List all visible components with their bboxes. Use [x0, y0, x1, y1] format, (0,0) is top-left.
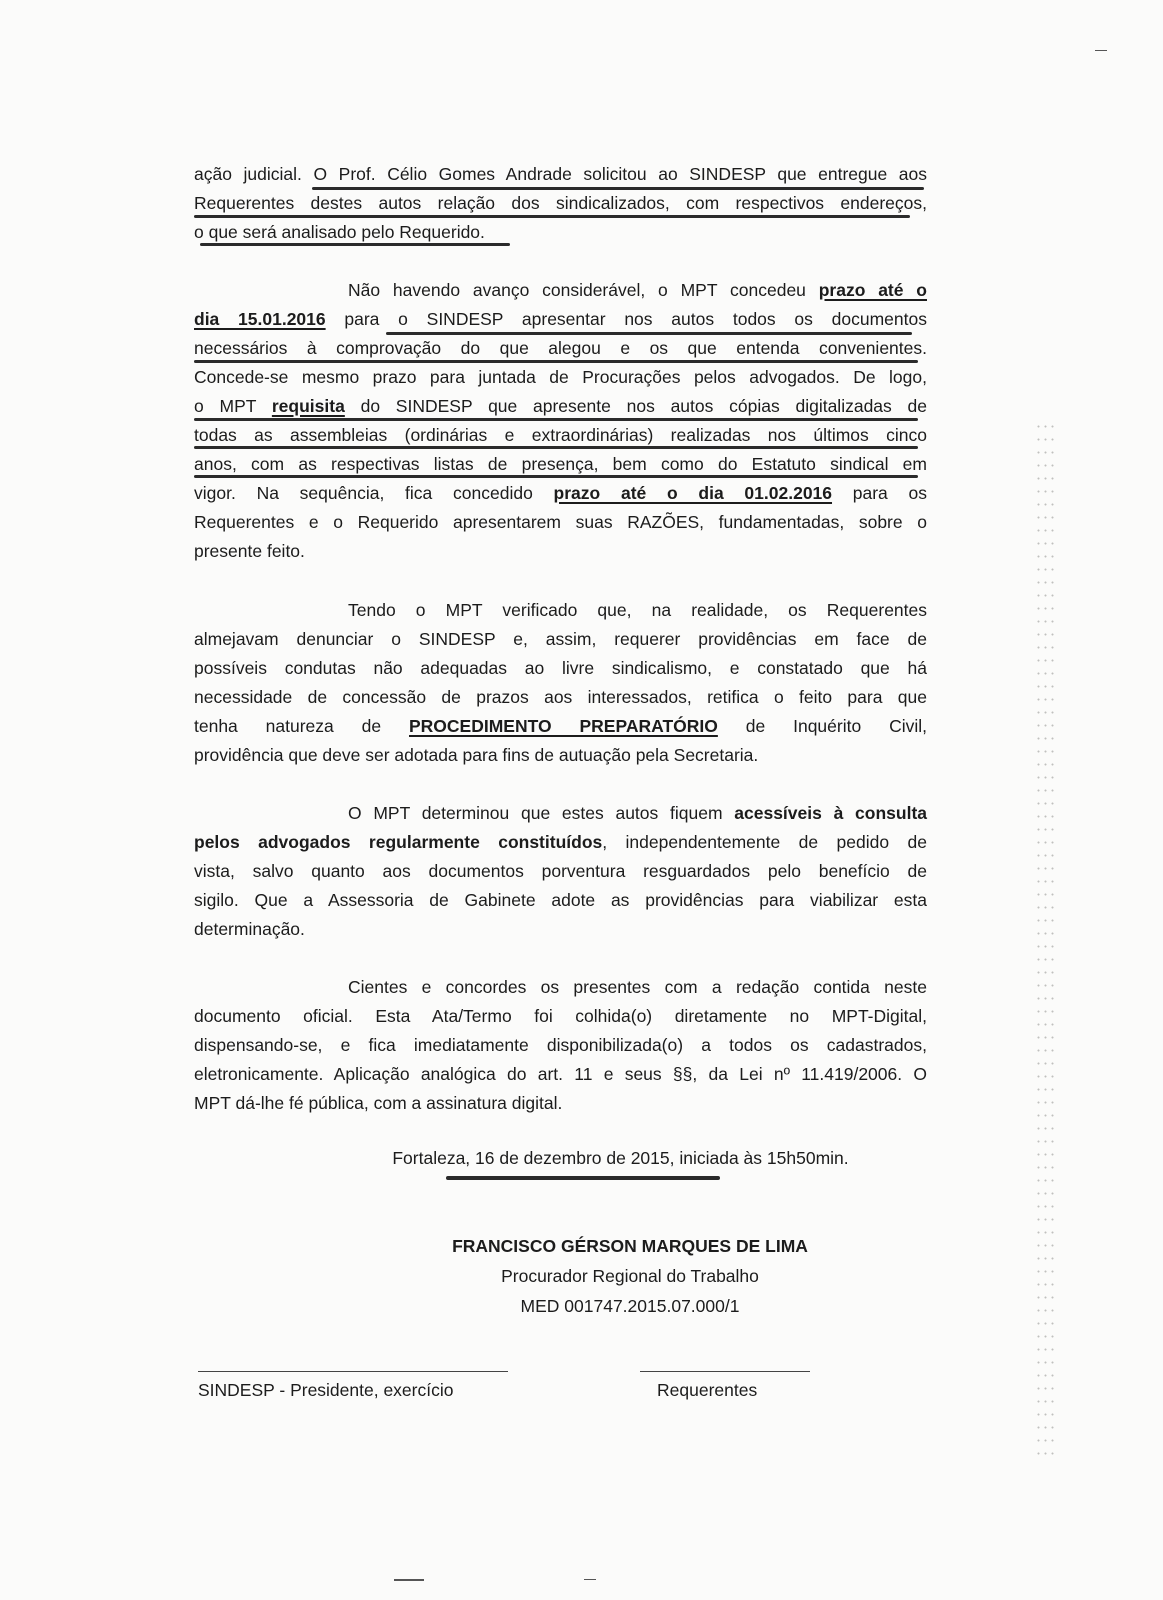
paragraph-closing [194, 973, 927, 1118]
pen-underline [194, 446, 918, 449]
scan-mark [1095, 50, 1107, 51]
text-line: dispensando-se, e fica imediatamente disponibilizada(o) a todos os cadastrados, [194, 1035, 927, 1055]
scan-mark [584, 1579, 596, 1580]
signatory-role: Procurador Regional do Trabalho [501, 1266, 759, 1286]
text-line: pelos advogados regularmente constituídos, independentemente de pedido de [194, 832, 927, 852]
text-line: Concede-se mesmo prazo para juntada de Procurações pelos advogados. De logo, [194, 367, 927, 387]
text-line: Cientes e concordes os presentes com a redação contida neste [348, 977, 927, 997]
text-line: anos, com as respectivas listas de presença, bem como do Estatuto sindical em [194, 454, 927, 474]
paragraph-continuation [194, 160, 927, 247]
paragraph-access [194, 799, 927, 944]
pen-underline [194, 475, 918, 478]
text-line: documento oficial. Esta Ata/Termo foi colhida(o) diretamente no MPT-Digital, [194, 1006, 927, 1026]
text-line: o que será analisado pelo Requerido. [194, 222, 485, 242]
signature-line-right [640, 1371, 810, 1372]
text-line: providência que deve ser adotada para fins de autuação pela Secretaria. [194, 745, 759, 765]
paragraph-retification [194, 596, 927, 770]
text-line: dia 15.01.2016 para o SINDESP apresentar nos autos todos os documentos [194, 309, 927, 329]
text-line: MPT dá-lhe fé pública, com a assinatura digital. [194, 1093, 563, 1113]
text-line: necessários à comprovação do que alegou e os que entenda convenientes. [194, 338, 927, 358]
scan-noise [1035, 420, 1055, 1460]
text-line: necessidade de concessão de prazos aos interessados, retifica o feito para que [194, 687, 927, 707]
text-line: possíveis condutas não adequadas ao livre sindicalismo, e constatado que há [194, 658, 927, 678]
place-date: Fortaleza, 16 de dezembro de 2015, iniciada às 15h50min. [392, 1148, 849, 1168]
text-line: todas as assembleias (ordinárias e extraordinárias) realizadas nos últimos cinco [194, 425, 927, 445]
text-line: determinação. [194, 919, 305, 939]
scan-mark [394, 1579, 424, 1581]
signatory-code: MED 001747.2015.07.000/1 [520, 1296, 740, 1316]
pen-underline [386, 332, 912, 335]
pen-underline [194, 215, 910, 218]
text-line: sigilo. Que a Assessoria de Gabinete adote as providências para viabilizar esta [194, 890, 927, 910]
pen-underline [312, 187, 924, 190]
signature-label-left: SINDESP - Presidente, exercício [198, 1380, 454, 1400]
text-line: almejavam denunciar o SINDESP e, assim, requerer providências em face de [194, 629, 927, 649]
text-line: vista, salvo quanto aos documentos porventura resguardados pelo benefício de [194, 861, 927, 881]
signature-line-left [198, 1371, 508, 1372]
text-line: vigor. Na sequência, fica concedido prazo até o dia 01.02.2016 para os [194, 483, 927, 503]
text-line: tenha natureza de PROCEDIMENTO PREPARATÓRIO de Inquérito Civil, [194, 716, 927, 736]
text-line: eletronicamente. Aplicação analógica do art. 11 e seus §§, da Lei nº 11.419/2006. O [194, 1064, 927, 1084]
text-line: Requerentes destes autos relação dos sindicalizados, com respectivos endereços, [194, 193, 927, 213]
text-line: Tendo o MPT verificado que, na realidade, os Requerentes [348, 600, 927, 620]
text-line: presente feito. [194, 541, 305, 561]
pen-underline [194, 418, 918, 421]
signatory-name: FRANCISCO GÉRSON MARQUES DE LIMA [452, 1236, 808, 1256]
text-line: Requerentes e o Requerido apresentarem suas RAZÕES, fundamentadas, sobre o [194, 512, 927, 532]
paragraph-deadlines [194, 276, 927, 566]
pen-underline [446, 1176, 720, 1180]
text-line: o MPT requisita do SINDESP que apresente nos autos cópias digitalizadas de [194, 396, 927, 416]
text-line: Não havendo avanço considerável, o MPT concedeu prazo até o [348, 280, 927, 300]
pen-underline [200, 243, 510, 246]
pen-underline [194, 360, 918, 363]
signature-label-right: Requerentes [657, 1380, 758, 1400]
text-line: O MPT determinou que estes autos fiquem acessíveis à consulta [348, 803, 928, 823]
text-line: ação judicial. O Prof. Célio Gomes Andrade solicitou ao SINDESP que entregue aos [194, 164, 927, 184]
